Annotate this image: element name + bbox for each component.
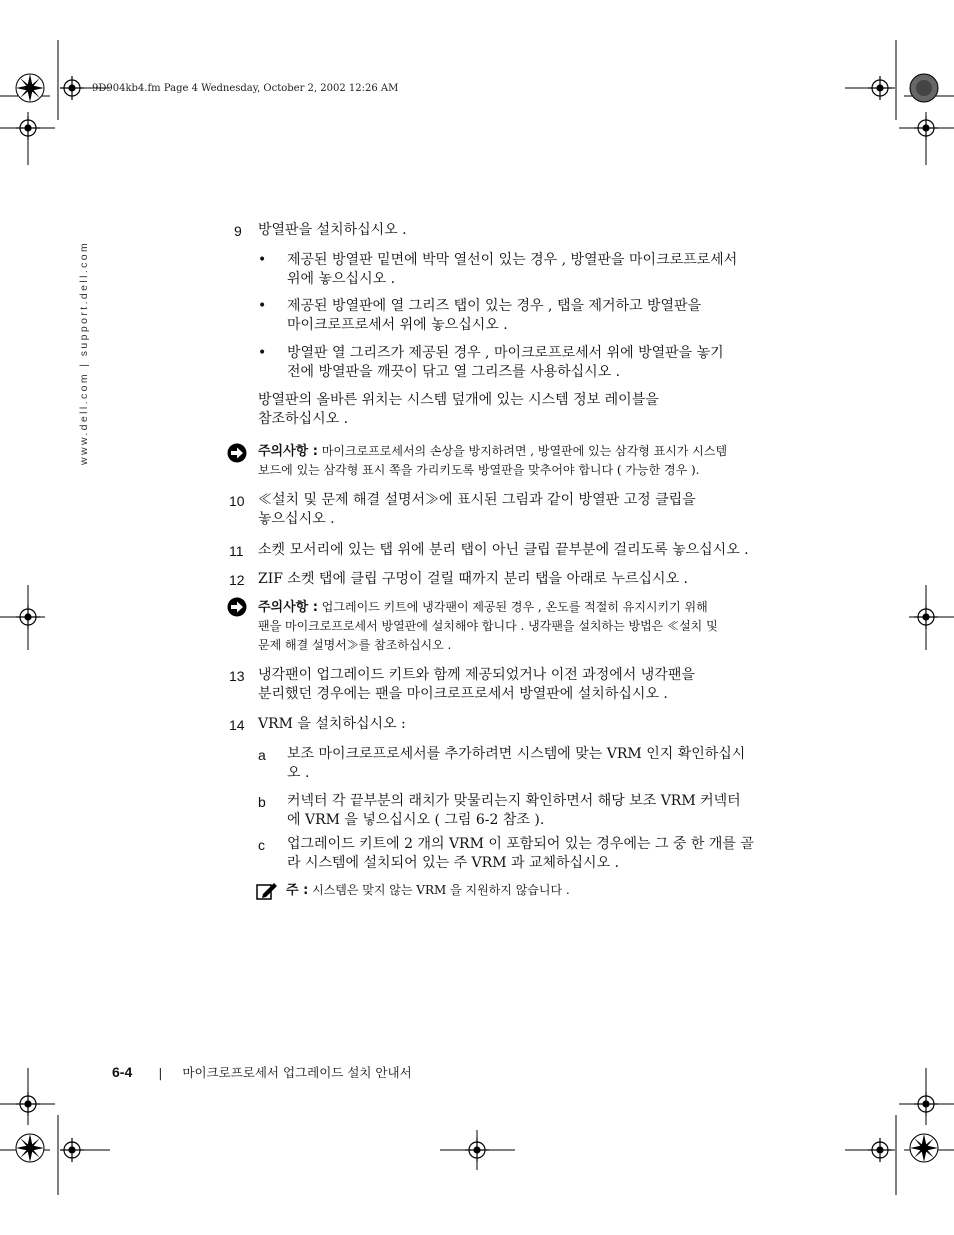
step-number: 14: [229, 717, 245, 733]
gray-target: [910, 74, 938, 102]
footer-separator: |: [158, 1065, 163, 1080]
step-text: 냉각팬이 업그레이드 키트와 함께 제공되었거나 이전 과정에서 냉각팬을 분리했던 경우에는 팬을 마이크로프로세서 방열판에 설치하십시오 .: [258, 667, 695, 702]
bullet-item: 제공된 방열판 밑면에 박막 열선이 있는 경우 , 방열판을 마이크로프로세서 위에 놓으십시오 .: [287, 252, 738, 287]
crosshair-target: [868, 76, 892, 100]
bullet-dot: •: [258, 252, 267, 268]
star-target: [910, 1134, 938, 1162]
sub-step-text: 업그레이드 키트에 2 개의 VRM 이 포함되어 있는 경우에는 그 중 한 개를 골 라 시스템에 설치되어 있는 주 VRM 과 교체하십시오 .: [287, 836, 754, 871]
note-label: 주 :: [286, 883, 309, 898]
crosshair-target: [16, 1092, 40, 1116]
footer-title: 마이크로프로세서 업그레이드 설치 안내서: [182, 1065, 412, 1080]
bullet-dot: •: [258, 345, 267, 361]
note: 주 : 시스템은 맞지 않는 VRM 을 지원하지 않습니다 .: [286, 883, 570, 898]
side-url: www.dell.com | support.dell.com: [78, 240, 90, 465]
sub-step-text: 보조 마이크로프로세서를 추가하려면 시스템에 맞는 VRM 인지 확인하십시 오 .: [287, 746, 746, 781]
bullet-dot: •: [258, 298, 267, 314]
step-number: 12: [229, 572, 245, 588]
bullet-item: 제공된 방열판에 열 그리즈 탭이 있는 경우 , 탭을 제거하고 방열판을 마이크로프로세서 위에 놓으십시오 .: [287, 298, 702, 333]
notice-label: 주의사항 :: [258, 444, 318, 459]
step-number: 13: [229, 668, 245, 684]
crosshair-target: [60, 76, 84, 100]
crosshair-target: [465, 1138, 489, 1162]
step-text: ≪설치 및 문제 해결 설명서≫에 표시된 그림과 같이 방열판 고정 클립을 놓으십시오 .: [258, 492, 696, 527]
page-number: 6-4: [112, 1064, 133, 1080]
sub-step-letter: c: [258, 837, 265, 853]
crosshair-target: [914, 605, 938, 629]
page-footer: [112, 1063, 412, 1081]
bullet-item: 방열판 열 그리즈가 제공된 경우 , 마이크로프로세서 위에 방열판을 놓기 전에 방열판을 깨끗이 닦고 열 그리즈를 사용하십시오 .: [287, 345, 724, 380]
step-text: 방열판을 설치하십시오 .: [258, 222, 407, 238]
note-pencil-icon: [256, 881, 278, 901]
sub-step-letter: b: [258, 794, 266, 810]
notice-caution: 주의사항 : 업그레이드 키트에 냉각팬이 제공된 경우 , 온도를 적절히 유지시키기 위해 팬을 마이크로프로세서 방열판에 설치해야 합니다 . 냉각팬을 설치하는 방법은 ≪설치 및 문제 해결 설명서≫를 참조하십시오 .: [258, 600, 718, 652]
step-number: 9: [234, 223, 242, 239]
crosshair-target: [16, 605, 40, 629]
step-paragraph: 방열판의 올바른 위치는 시스템 덮개에 있는 시스템 정보 레이블을 참조하십시오 .: [258, 392, 659, 427]
notice-label: 주의사항 :: [258, 600, 318, 615]
sub-step-text: 커넥터 각 끝부분의 래치가 맞물리는지 확인하면서 해당 보조 VRM 커넥터 에 VRM 을 넣으십시오 ( 그림 6-2 참조 ).: [287, 793, 741, 828]
crosshair-target: [16, 116, 40, 140]
notice-arrow-icon: [227, 443, 247, 463]
star-target: [16, 1134, 44, 1162]
step-text: VRM 을 설치하십시오 :: [258, 716, 406, 732]
step-text: ZIF 소켓 탭에 클립 구멍이 걸릴 때까지 분리 탭을 아래로 누르십시오 .: [258, 571, 688, 587]
notice-caution: 주의사항 : 마이크로프로세서의 손상을 방지하려면 , 방열판에 있는 삼각형 표시가 시스템 보드에 있는 삼각형 표시 쪽을 가리키도록 방열판을 맞추어야 합니다 ( 가능한 경우 ).: [258, 444, 728, 477]
crosshair-target: [868, 1138, 892, 1162]
crosshair-target: [60, 1138, 84, 1162]
crosshair-target: [914, 116, 938, 140]
sub-step-letter: a: [258, 747, 266, 763]
crosshair-target: [914, 1092, 938, 1116]
file-info-header: 9D904kb4.fm Page 4 Wednesday, October 2, 2002 12:26 AM: [92, 83, 399, 94]
step-text: 소켓 모서리에 있는 탭 위에 분리 탭이 아닌 클립 끝부분에 걸리도록 놓으십시오 .: [258, 542, 749, 558]
step-number: 10: [229, 493, 245, 509]
step-number: 11: [229, 543, 244, 559]
notice-arrow-icon: [227, 597, 247, 617]
star-target: [16, 74, 44, 102]
